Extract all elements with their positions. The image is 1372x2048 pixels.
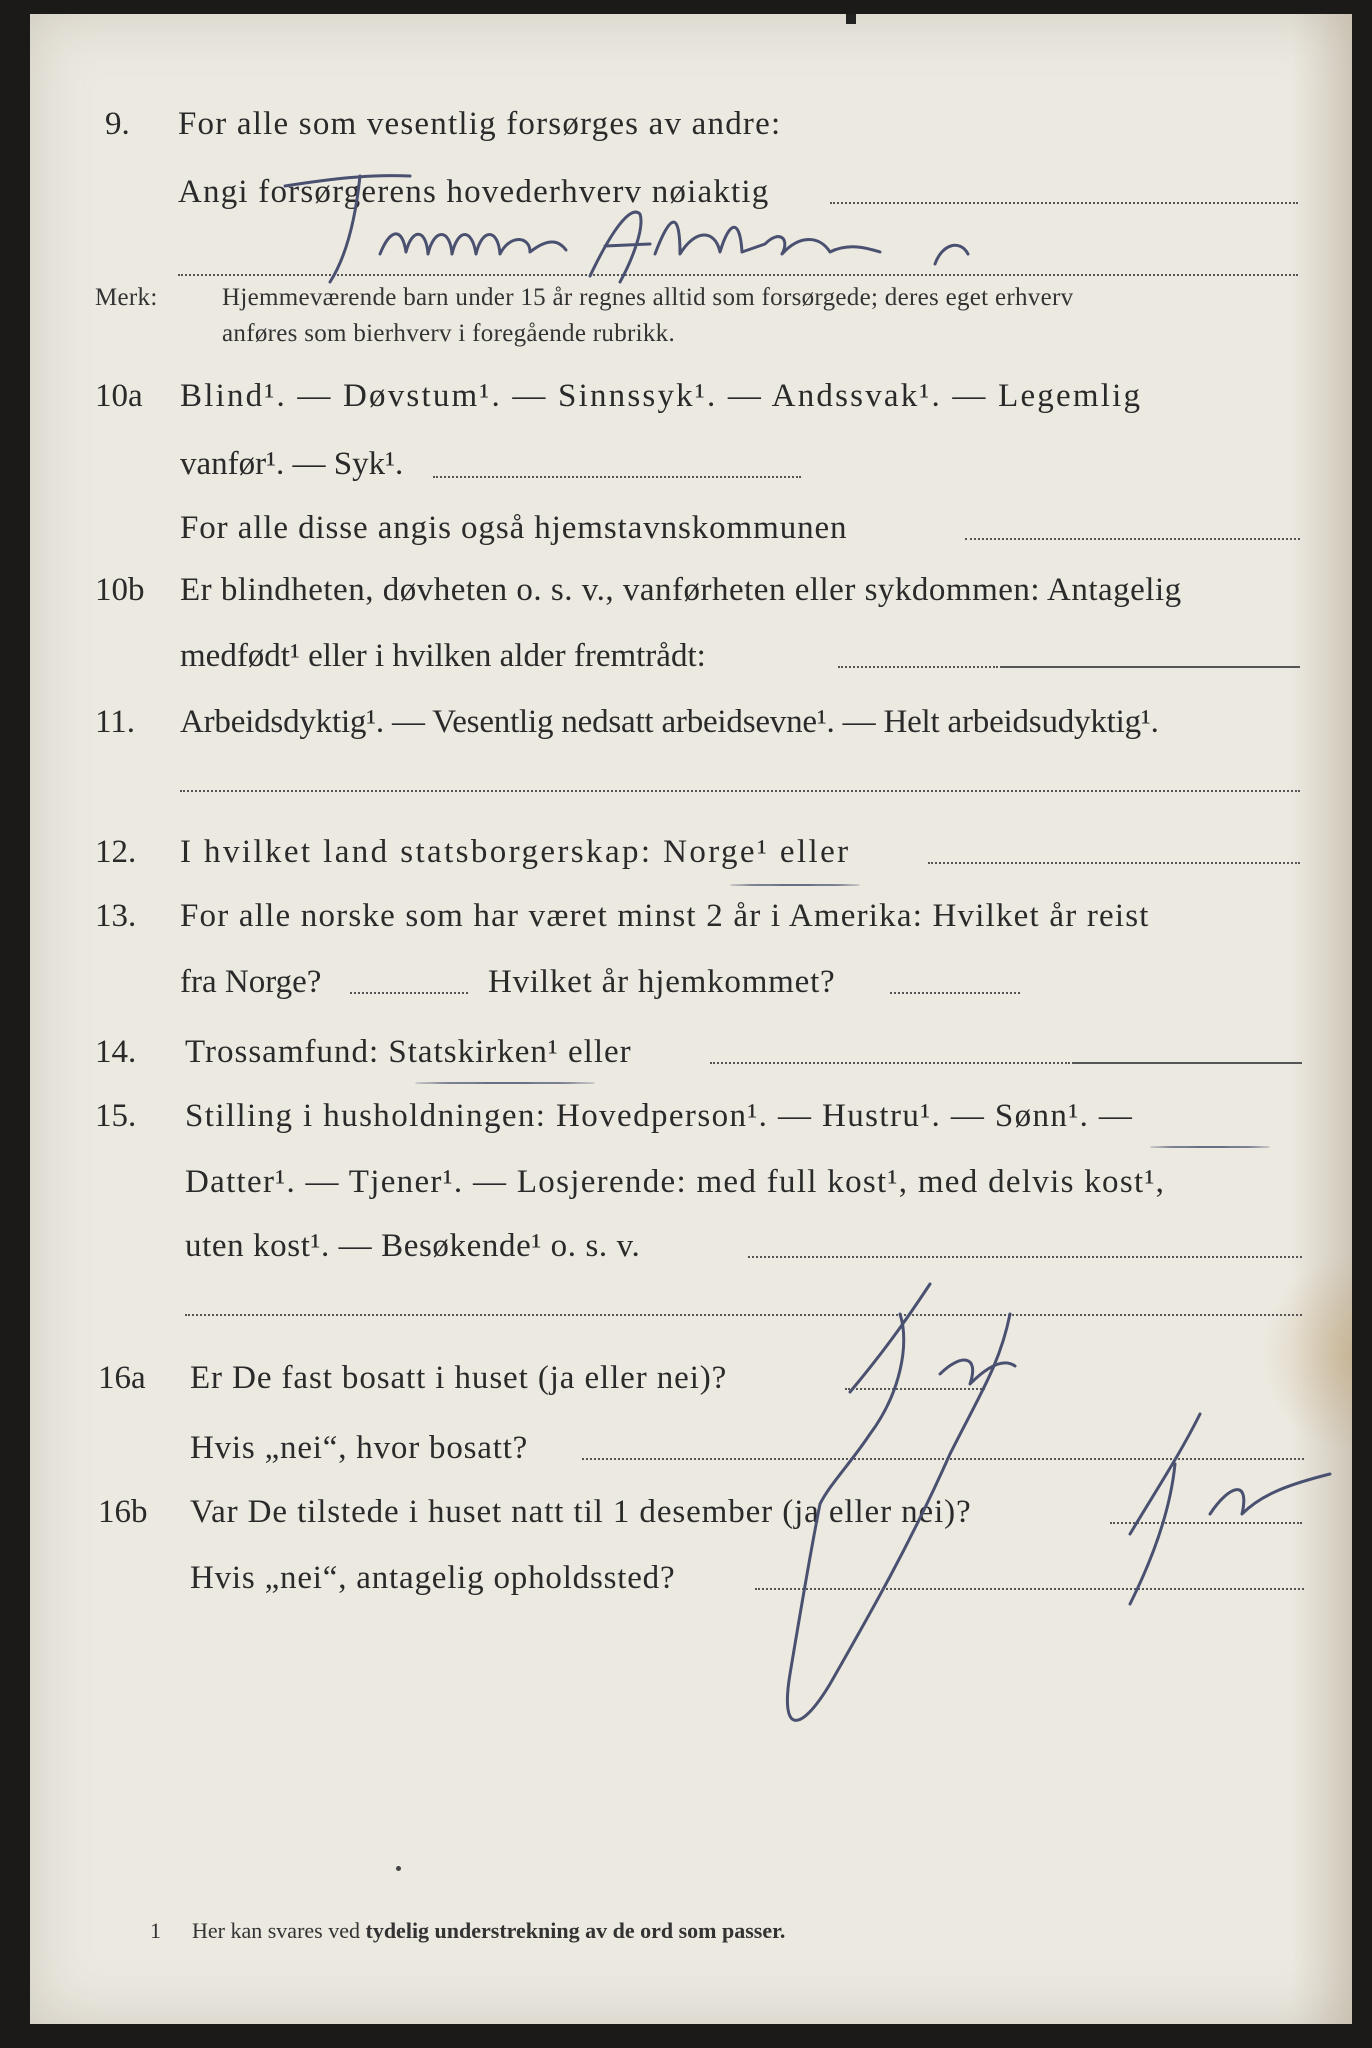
handwriting-ja-16a-j [820, 1284, 930, 1504]
handwriting-ja-16a-a [940, 1360, 1015, 1384]
q9-line1: For alle som vesentlig forsørges av andre: [178, 106, 782, 142]
q16b-line1: Var De tilstede i huset natt til 1 desember (ja eller nei)? [190, 1494, 972, 1530]
q10b-number: 10b [95, 572, 145, 608]
merk-line1: Hjemmeværende barn under 15 år regnes alltid som forsørgede; deres eget erhverv [222, 284, 1074, 311]
q13-line2b: Hvilket år hjemkommet? [488, 964, 836, 1000]
handwriting-layer [30, 14, 1352, 2024]
footnote-mark: 1 [150, 1918, 161, 1943]
handwriting-ja-16b-j [1130, 1414, 1200, 1604]
q13-number: 13. [95, 898, 137, 934]
merk-label: Merk: [95, 284, 158, 311]
footnote-bold: tydelig understrekning av de ord som passer. [365, 1918, 786, 1943]
q16b-line2: Hvis „nei“, antagelig opholdssted? [190, 1560, 676, 1596]
q15-line2: Datter¹. — Tjener¹. — Losjerende: med full kost¹, med delvis kost¹, [185, 1164, 1166, 1200]
q13-line1: For alle norske som har været minst 2 år i Amerika: Hvilket år reist [180, 898, 1150, 934]
q10b-line2: medfødt¹ eller i hvilken alder fremtrådt: [180, 638, 706, 674]
q10a-number: 10a [95, 378, 143, 414]
census-form-page [30, 14, 1352, 2024]
q12-line1: I hvilket land statsborgerskap: Norge¹ eller [180, 834, 851, 870]
footnote-plain: Her kan svares ved [192, 1918, 360, 1943]
handwriting-ja-16b-a [1210, 1474, 1330, 1514]
q9-line2: Angi forsørgerens hovederhverv nøiaktig [178, 174, 770, 210]
handwriting-tail [935, 245, 968, 264]
q11-number: 11. [95, 704, 136, 740]
q10a-line2: vanfør¹. — Syk¹. [180, 446, 404, 482]
merk-line2: anføres som bierhverv i foregående rubrikk. [222, 320, 676, 347]
handwriting-f-stroke [590, 212, 650, 282]
handwriting-word2 [655, 222, 880, 254]
q11-line1: Arbeidsdyktig¹. — Vesentlig nedsatt arbeidsevne¹. — Helt arbeidsudyktig¹. [180, 704, 1159, 740]
q15-line1: Stilling i husholdningen: Hovedperson¹. — Hustru¹. — Sønn¹. — [185, 1098, 1134, 1134]
q10a-line1: Blind¹. — Døvstum¹. — Sinnssyk¹. — Andssvak¹. — Legemlig [180, 378, 1143, 414]
q10b-line1: Er blindheten, døvheten o. s. v., vanførheten eller sykdommen: Antagelig [180, 572, 1182, 608]
q14-line1: Trossamfund: Statskirken¹ eller [185, 1034, 632, 1070]
q10a-line3: For alle disse angis også hjemstavnskommunen [180, 510, 848, 546]
q15-line3: uten kost¹. — Besøkende¹ o. s. v. [185, 1228, 641, 1264]
q14-number: 14. [95, 1034, 137, 1070]
handwriting-t-stroke [285, 176, 410, 282]
q9-number: 9. [105, 106, 130, 142]
q13-line2a: fra Norge? [180, 964, 322, 1000]
q16a-line1: Er De fast bosatt i huset (ja eller nei)? [190, 1360, 728, 1396]
q16a-line2: Hvis „nei“, hvor bosatt? [190, 1430, 529, 1466]
q15-number: 15. [95, 1098, 137, 1134]
q16b-number: 16b [98, 1494, 148, 1530]
q16a-number: 16a [98, 1360, 146, 1396]
q12-number: 12. [95, 834, 137, 870]
handwriting-word1 [380, 234, 566, 254]
